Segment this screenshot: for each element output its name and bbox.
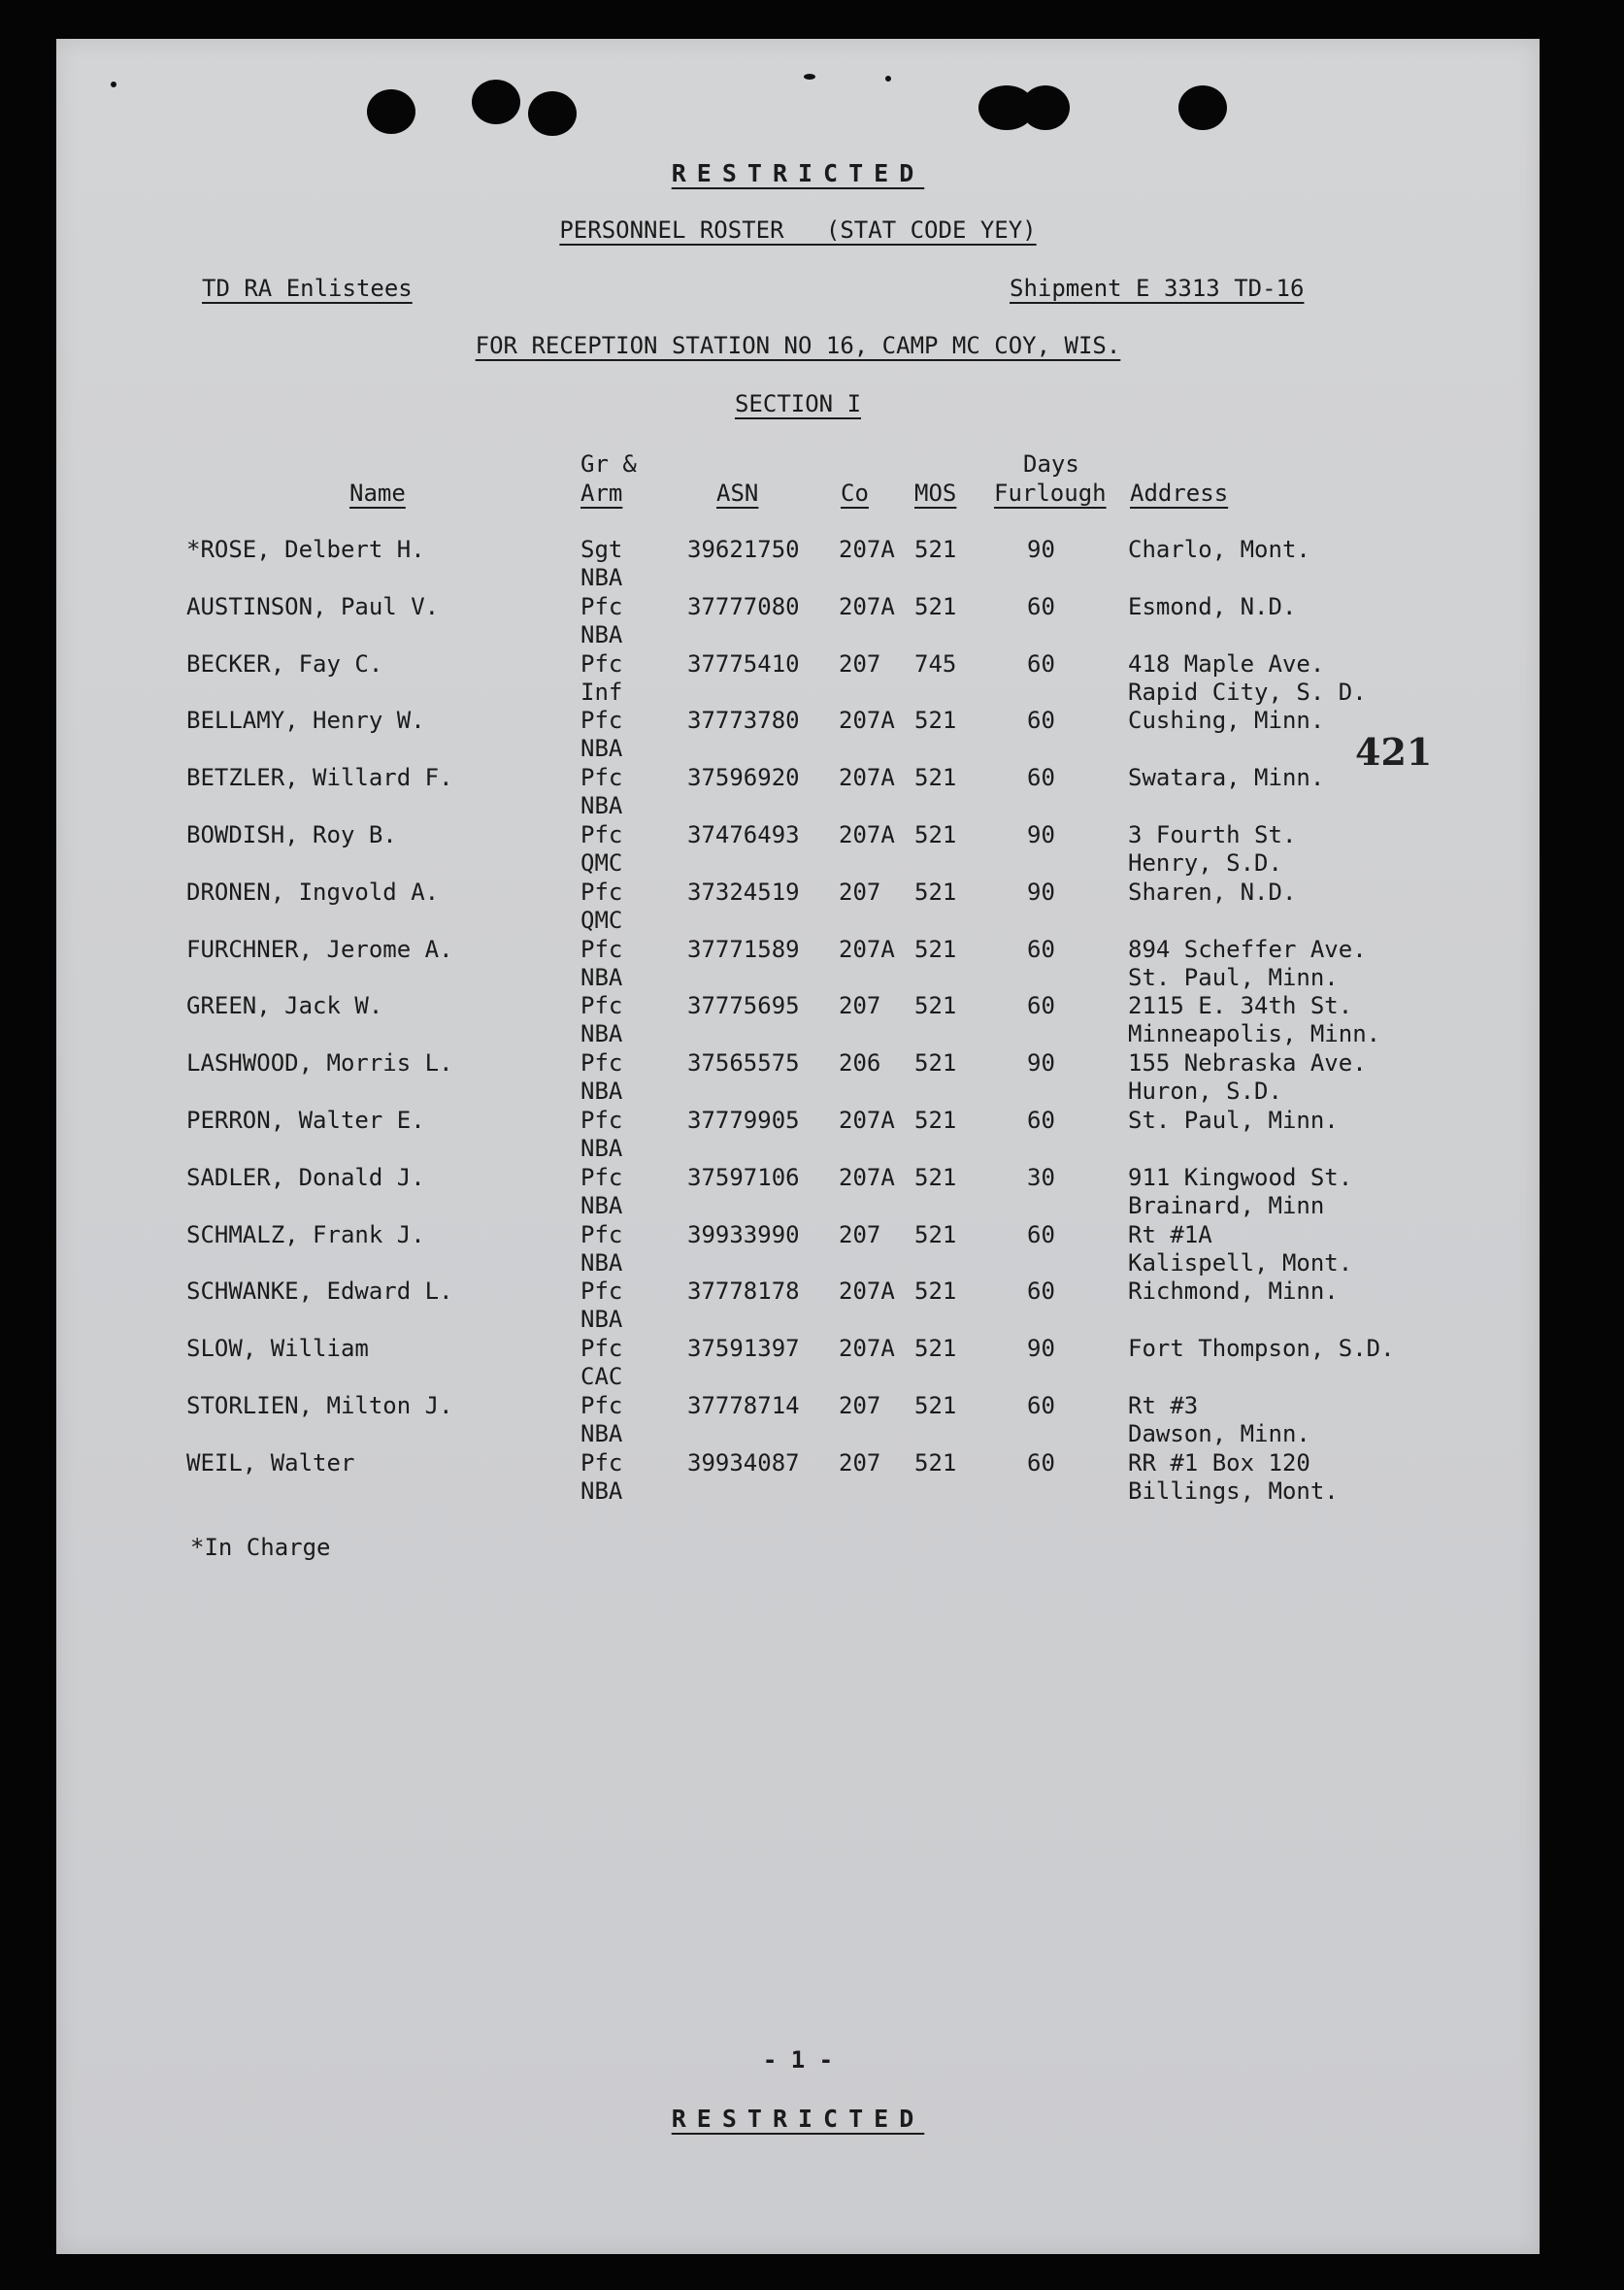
roster-address: Rt #1A xyxy=(1128,1220,1212,1248)
col-days-top: Days xyxy=(1023,450,1079,478)
roster-name: AUSTINSON, Paul V. xyxy=(186,592,440,620)
footnote: *In Charge xyxy=(190,1534,331,1561)
roster-address: Swatara, Minn. xyxy=(1128,764,1325,792)
roster-mos: 521 xyxy=(914,878,957,906)
roster-company: 207A xyxy=(839,1278,895,1306)
shipment-label: Shipment E 3313 TD-16 xyxy=(1010,275,1305,302)
roster-days: 60 xyxy=(1027,707,1055,735)
roster-arm: Inf xyxy=(580,678,623,706)
roster-mos: 521 xyxy=(914,1278,957,1306)
roster-days: 60 xyxy=(1027,764,1055,792)
ink-speck xyxy=(111,82,116,87)
roster-name: GREEN, Jack W. xyxy=(186,992,383,1020)
roster-days: 60 xyxy=(1027,935,1055,963)
roster-days: 60 xyxy=(1027,1107,1055,1134)
roster-name: BETZLER, Willard F. xyxy=(186,764,453,792)
roster-address: Sharen, N.D. xyxy=(1128,878,1297,906)
roster-grade: Pfc xyxy=(580,1448,623,1477)
roster-mos: 521 xyxy=(914,1049,957,1078)
roster-arm: NBA xyxy=(580,1248,623,1277)
roster-grade: Pfc xyxy=(580,764,623,792)
roster-mos: 521 xyxy=(914,1448,957,1477)
roster-name: BECKER, Fay C. xyxy=(186,649,383,678)
roster-arm: NBA xyxy=(580,792,623,820)
roster-address-line2: St. Paul, Minn. xyxy=(1128,963,1339,991)
roster-company: 207 xyxy=(839,992,881,1020)
section-heading: SECTION I xyxy=(734,390,862,417)
roster-grade: Pfc xyxy=(580,1392,623,1419)
roster-address-line2: Rapid City, S. D. xyxy=(1128,678,1367,706)
col-name: Name xyxy=(349,480,406,507)
roster-name: BOWDISH, Roy B. xyxy=(186,821,397,848)
roster-company: 207 xyxy=(839,1448,881,1477)
roster-mos: 521 xyxy=(914,1220,957,1248)
ink-speck xyxy=(804,74,815,80)
roster-mos: 521 xyxy=(914,707,957,735)
roster-company: 207 xyxy=(839,649,881,678)
roster-days: 90 xyxy=(1027,1335,1055,1363)
roster-grade: Pfc xyxy=(580,992,623,1020)
roster-mos: 521 xyxy=(914,935,957,963)
ink-speck xyxy=(885,76,891,82)
roster-arm: NBA xyxy=(580,1135,623,1162)
roster-asn: 37779905 xyxy=(687,1107,800,1134)
roster-days: 60 xyxy=(1027,1448,1055,1477)
roster-asn: 37476493 xyxy=(687,821,800,848)
roster-name: PERRON, Walter E. xyxy=(186,1107,425,1134)
group-label: TD RA Enlistees xyxy=(202,275,413,302)
roster-arm: CAC xyxy=(580,1363,623,1391)
roster-company: 207A xyxy=(839,592,895,620)
punch-hole xyxy=(472,80,520,124)
roster-asn: 37597106 xyxy=(687,1163,800,1191)
col-mos: MOS xyxy=(914,480,957,507)
roster-mos: 521 xyxy=(914,1163,957,1191)
roster-company: 207A xyxy=(839,935,895,963)
roster-address: 2115 E. 34th St. xyxy=(1128,992,1353,1020)
roster-days: 90 xyxy=(1027,536,1055,563)
roster-arm: NBA xyxy=(580,1477,623,1505)
roster-asn: 39934087 xyxy=(687,1448,800,1477)
roster-days: 60 xyxy=(1027,1392,1055,1419)
roster-address: 894 Scheffer Ave. xyxy=(1128,935,1367,963)
roster-asn: 37775695 xyxy=(687,992,800,1020)
roster-days: 60 xyxy=(1027,992,1055,1020)
roster-company: 207 xyxy=(839,878,881,906)
roster-mos: 521 xyxy=(914,992,957,1020)
col-days-bottom: Furlough xyxy=(994,480,1107,507)
document-page xyxy=(56,39,1540,2254)
roster-company: 207A xyxy=(839,1107,895,1134)
roster-address: 911 Kingwood St. xyxy=(1128,1163,1353,1191)
roster-mos: 521 xyxy=(914,592,957,620)
roster-grade: Pfc xyxy=(580,1107,623,1134)
roster-arm: NBA xyxy=(580,1306,623,1334)
roster-address-line2: Billings, Mont. xyxy=(1128,1477,1339,1505)
roster-arm: NBA xyxy=(580,1191,623,1219)
roster-address: Charlo, Mont. xyxy=(1128,536,1310,563)
roster-company: 207A xyxy=(839,821,895,848)
roster-grade: Pfc xyxy=(580,1220,623,1248)
roster-arm: NBA xyxy=(580,1078,623,1106)
roster-grade: Pfc xyxy=(580,1335,623,1363)
roster-mos: 521 xyxy=(914,1335,957,1363)
roster-company: 207A xyxy=(839,1335,895,1363)
roster-address: Cushing, Minn. xyxy=(1128,707,1325,735)
roster-name: SCHWANKE, Edward L. xyxy=(186,1278,453,1306)
classification-heading: RESTRICTED xyxy=(671,159,925,187)
punch-hole xyxy=(528,91,577,136)
punch-hole xyxy=(367,89,415,134)
roster-address: Fort Thompson, S.D. xyxy=(1128,1335,1395,1363)
roster-address-line2: Brainard, Minn xyxy=(1128,1191,1325,1219)
roster-name: BELLAMY, Henry W. xyxy=(186,707,425,735)
roster-mos: 745 xyxy=(914,649,957,678)
roster-address-line2: Dawson, Minn. xyxy=(1128,1420,1310,1447)
roster-arm: QMC xyxy=(580,906,623,934)
roster-mos: 521 xyxy=(914,536,957,563)
roster-mos: 521 xyxy=(914,821,957,848)
roster-mos: 521 xyxy=(914,764,957,792)
col-grade-top: Gr & xyxy=(580,450,637,478)
col-address: Address xyxy=(1130,480,1229,507)
roster-address: 418 Maple Ave. xyxy=(1128,649,1325,678)
roster-address-line2: Kalispell, Mont. xyxy=(1128,1248,1353,1277)
roster-name: SADLER, Donald J. xyxy=(186,1163,425,1191)
roster-asn: 37775410 xyxy=(687,649,800,678)
roster-name: SCHMALZ, Frank J. xyxy=(186,1220,425,1248)
roster-days: 60 xyxy=(1027,1220,1055,1248)
roster-name: STORLIEN, Milton J. xyxy=(186,1392,453,1419)
roster-company: 206 xyxy=(839,1049,881,1078)
roster-grade: Pfc xyxy=(580,707,623,735)
roster-days: 90 xyxy=(1027,821,1055,848)
roster-address: 3 Fourth St. xyxy=(1128,821,1297,848)
roster-company: 207A xyxy=(839,1163,895,1191)
roster-asn: 37591397 xyxy=(687,1335,800,1363)
col-asn: ASN xyxy=(716,480,759,507)
roster-arm: NBA xyxy=(580,1420,623,1447)
roster-asn: 37778714 xyxy=(687,1392,800,1419)
roster-name: SLOW, William xyxy=(186,1335,369,1363)
roster-address: Esmond, N.D. xyxy=(1128,592,1297,620)
roster-asn: 39933990 xyxy=(687,1220,800,1248)
roster-arm: QMC xyxy=(580,849,623,877)
roster-days: 60 xyxy=(1027,649,1055,678)
roster-arm: NBA xyxy=(580,735,623,763)
roster-address: St. Paul, Minn. xyxy=(1128,1107,1339,1134)
roster-address: Richmond, Minn. xyxy=(1128,1278,1339,1306)
roster-grade: Pfc xyxy=(580,1163,623,1191)
roster-asn: 37771589 xyxy=(687,935,800,963)
roster-arm: NBA xyxy=(580,620,623,648)
punch-hole xyxy=(1021,85,1070,130)
roster-name: DRONEN, Ingvold A. xyxy=(186,878,440,906)
roster-name: WEIL, Walter xyxy=(186,1448,355,1477)
roster-days: 60 xyxy=(1027,1278,1055,1306)
roster-grade: Sgt xyxy=(580,536,623,563)
page-stamp-number: 421 xyxy=(1355,730,1433,774)
roster-arm: NBA xyxy=(580,564,623,591)
roster-asn: 39621750 xyxy=(687,536,800,563)
col-co: Co xyxy=(841,480,869,507)
roster-arm: NBA xyxy=(580,963,623,991)
roster-grade: Pfc xyxy=(580,821,623,848)
roster-grade: Pfc xyxy=(580,878,623,906)
roster-company: 207A xyxy=(839,536,895,563)
roster-days: 90 xyxy=(1027,1049,1055,1078)
roster-mos: 521 xyxy=(914,1107,957,1134)
page-number: - 1 - xyxy=(762,2046,834,2074)
roster-asn: 37773780 xyxy=(687,707,800,735)
roster-company: 207A xyxy=(839,764,895,792)
roster-address: 155 Nebraska Ave. xyxy=(1128,1049,1367,1078)
roster-grade: Pfc xyxy=(580,1049,623,1078)
roster-address-line2: Huron, S.D. xyxy=(1128,1078,1282,1106)
destination-line: FOR RECEPTION STATION NO 16, CAMP MC COY, WIS. xyxy=(475,332,1121,359)
roster-address-line2: Minneapolis, Minn. xyxy=(1128,1020,1381,1048)
roster-name: FURCHNER, Jerome A. xyxy=(186,935,453,963)
roster-asn: 37565575 xyxy=(687,1049,800,1078)
roster-days: 30 xyxy=(1027,1163,1055,1191)
roster-asn: 37324519 xyxy=(687,878,800,906)
roster-address: RR #1 Box 120 xyxy=(1128,1448,1310,1477)
roster-asn: 37777080 xyxy=(687,592,800,620)
roster-mos: 521 xyxy=(914,1392,957,1419)
roster-arm: NBA xyxy=(580,1020,623,1048)
roster-grade: Pfc xyxy=(580,935,623,963)
roster-address: Rt #3 xyxy=(1128,1392,1199,1419)
roster-company: 207 xyxy=(839,1392,881,1419)
roster-asn: 37596920 xyxy=(687,764,800,792)
punch-hole xyxy=(1178,85,1227,130)
footer-classification: RESTRICTED xyxy=(671,2105,925,2133)
roster-title: PERSONNEL ROSTER (STAT CODE YEY) xyxy=(559,216,1037,244)
roster-name: *ROSE, Delbert H. xyxy=(186,536,425,563)
roster-company: 207 xyxy=(839,1220,881,1248)
col-grade-bottom: Arm xyxy=(580,480,623,507)
roster-days: 90 xyxy=(1027,878,1055,906)
roster-address-line2: Henry, S.D. xyxy=(1128,849,1282,877)
roster-grade: Pfc xyxy=(580,649,623,678)
roster-days: 60 xyxy=(1027,592,1055,620)
roster-grade: Pfc xyxy=(580,1278,623,1306)
roster-name: LASHWOOD, Morris L. xyxy=(186,1049,453,1078)
roster-company: 207A xyxy=(839,707,895,735)
roster-asn: 37778178 xyxy=(687,1278,800,1306)
roster-grade: Pfc xyxy=(580,592,623,620)
